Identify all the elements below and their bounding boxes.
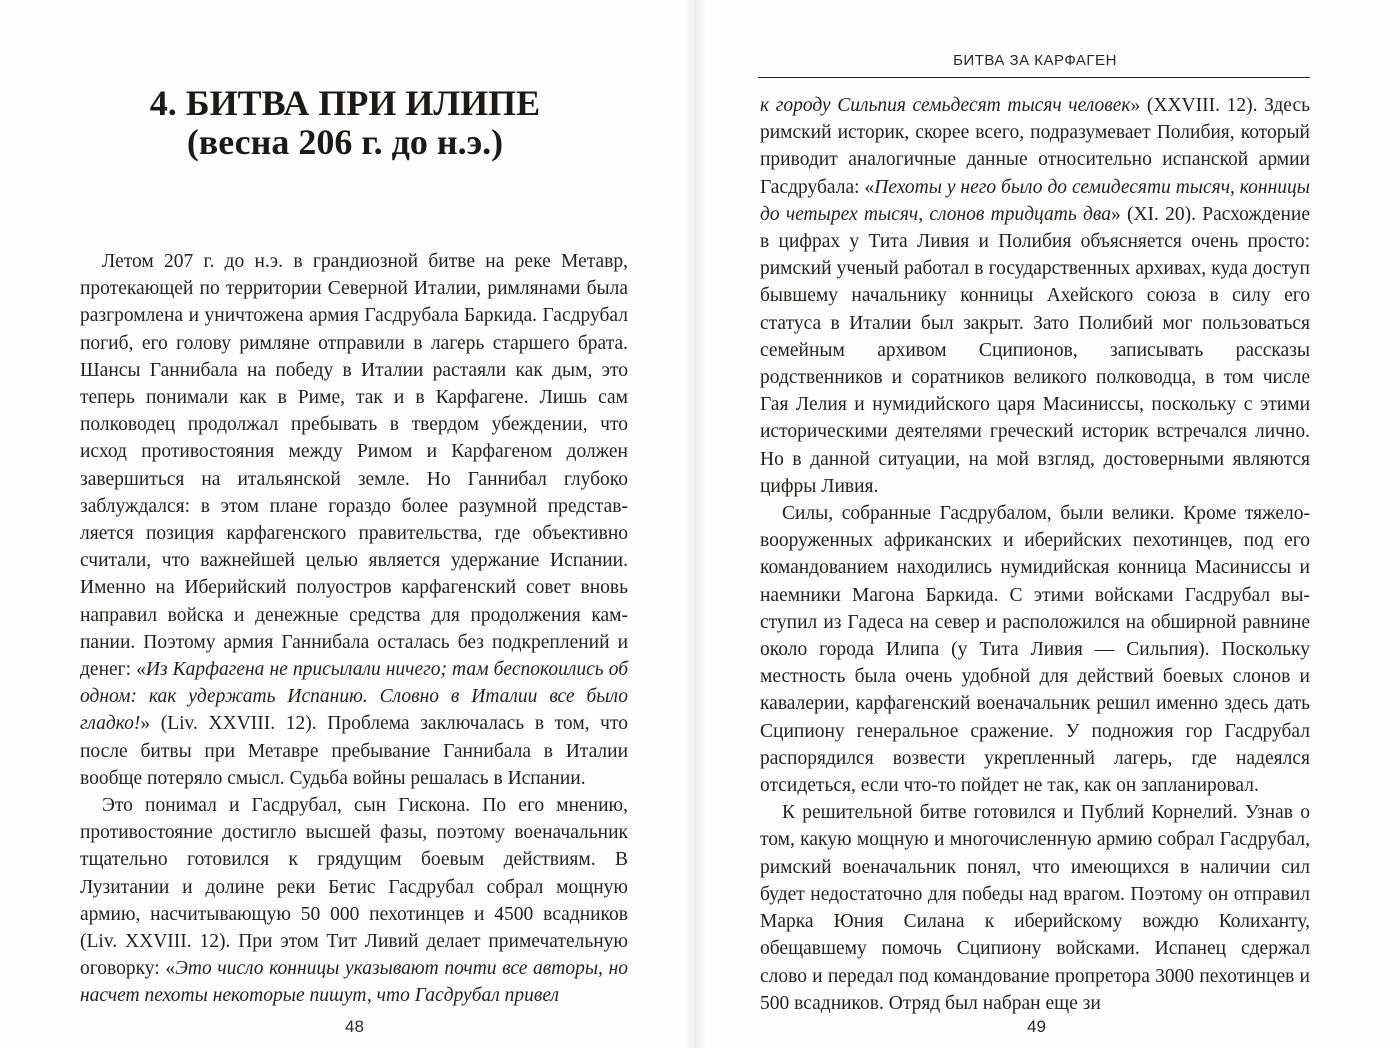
paragraph bbox=[760, 799, 1310, 1017]
right-page bbox=[700, 0, 1394, 1048]
text-run: Силы, собранные Гасдрубалом, были велики. Кроме тяжеловооруженных африканских и иберийских пехотинцев, под его командованием находились нумидийская конница Масиниссы и наемники Магона Баркида. С этими войсками Гасдрубал выступил из Гадеса на север и расположился на обширной равнине около города Илипа (у Тита Ливия — Сильпия). Поскольку местность была очень удобной для действий боевых слонов и кавалерии, карфагенский военачальник решил именно здесь дать Сципиону генеральное сражение. У подножия гор Гасдрубал распорядился возвести укрепленный лагерь, где надеялся отсидеться, если что-то пойдет не так, как он запланировал. bbox=[760, 503, 1310, 797]
right-page-body bbox=[760, 92, 1310, 1017]
quote-italic: Из Карфагена не присылали ничего; там беспокоились об одном: как удержать Испанию. Словно в Италии все было гладко! bbox=[80, 659, 629, 735]
quote-italic: к городу Сильпия семьдесят тысяч человек bbox=[760, 95, 1131, 116]
paragraph bbox=[80, 248, 628, 792]
text-run: К решительной битве готовился и Публий Корнелий. Узнав о том, какую мощную и многочисленную армию собрал Гасдрубал, римский военачальник понял, что имеющихся в наличии сил будет недостаточно для победы над врагом. Поэтому он отправил Марка Юния Силана к иберийскому вождю Колиханту, обещавшему помочь Сципиону войсками. Испанец сдержал слово и передал под командование пропретора 3000 пехотинцев и 500 всадников. Отряд был набран еще зи bbox=[760, 802, 1310, 1014]
quote-italic: Это число конницы указывают почти все авторы, но насчет пехоты некоторые пишут, что Гасдрубал привел bbox=[80, 958, 628, 1007]
text-run: » (XXVIII. 12). Здесь римский историк, скорее всего, подразумевает Полибия, который приводит аналогичные данные относительно испанской армии Гасдрубала: « bbox=[760, 95, 1310, 198]
chapter-title-line2: (весна 206 г. до н.э.) bbox=[186, 122, 504, 162]
text-run: » (XI. 20). Расхождение в цифрах у Тита Ливия и Полибия объясняется очень просто: римский ученый работал в государственных архивах, куда доступ бывшему начальнику конницы Ахейского союза в силу его статуса в Италии был закрыт. Зато Полибий мог пользоваться семейным архивом Сципионов, записывать рассказы родственников и соратников великого полководца, в том числе Гая Лелия и нумидийского царя Масиниссы, поскольку с этими историческими деятелями греческий историк встречался лично. Но в данной ситуации, на мой взгляд, достоверными являются цифры Ливия. bbox=[760, 203, 1310, 497]
quote-italic: Пехоты у него было до семидесяти тысяч, конницы до четырех тысяч, слонов тридцать два bbox=[760, 176, 1310, 225]
paragraph bbox=[760, 92, 1310, 500]
page-number: 48 bbox=[345, 1017, 364, 1036]
chapter-title bbox=[80, 84, 610, 162]
chapter-title-line1: 4. БИТВА ПРИ ИЛИПЕ bbox=[149, 83, 541, 123]
paragraph bbox=[760, 500, 1310, 799]
left-page bbox=[0, 0, 690, 1048]
text-run: Это понимал и Гасдрубал, сын Гискона. По его мнению, противостояние достигло высшей фазы, поэтому военачальник тщательно готовился к грядущим боевым действиям. В Лузитании и долине реки Бетис Гасдрубал собрал мощную армию, насчитывающую 50 000 пехотинцев и 4500 всадников (Liv. XXVIII. 12). При этом Тит Ливий делает примечательную оговорку: « bbox=[80, 795, 628, 980]
page-number: 49 bbox=[1027, 1017, 1046, 1036]
running-head: БИТВА ЗА КАРФАГЕН bbox=[953, 52, 1117, 69]
paragraph bbox=[80, 792, 628, 1010]
left-page-body bbox=[80, 248, 628, 1010]
text-run: Летом 207 г. до н.э. в грандиозной битве на реке Метавр, протекающей по территории Северной Италии, римлянами была разгромлена и уничтожена армия Гасдрубала Баркида. Гасдрубал погиб, его голову римляне отправили в лагерь старшего брата. Шансы Ганнибала на победу в Италии растаяли как дым, это теперь понимали как в Риме, так и в Карфагене. Лишь сам полководец продолжал пребывать в твердом убеждении, что исход противостояния между Римом и Карфагеном должен завершиться на итальянской земле. Но Ганнибал глубоко заблуждался: в этом плане гораздо более разумной представляется позиция карфагенского правительства, где объективно считали, что важнейшей целью является удержание Испании. Именно на Иберийский полуостров карфагенский совет вновь направил войска и денежные средства для продолжения кампании. Поэтому армия Ганнибала осталась без подкреплений и денег: « bbox=[80, 251, 628, 681]
text-run: » (Liv. XXVIII. 12). Проблема заключалась в том, что после битвы при Метавре пребывание Ганнибала в Италии вообще потеряло смысл. Судьба войны решалась в Испании. bbox=[80, 713, 628, 789]
header-rule bbox=[758, 77, 1310, 78]
